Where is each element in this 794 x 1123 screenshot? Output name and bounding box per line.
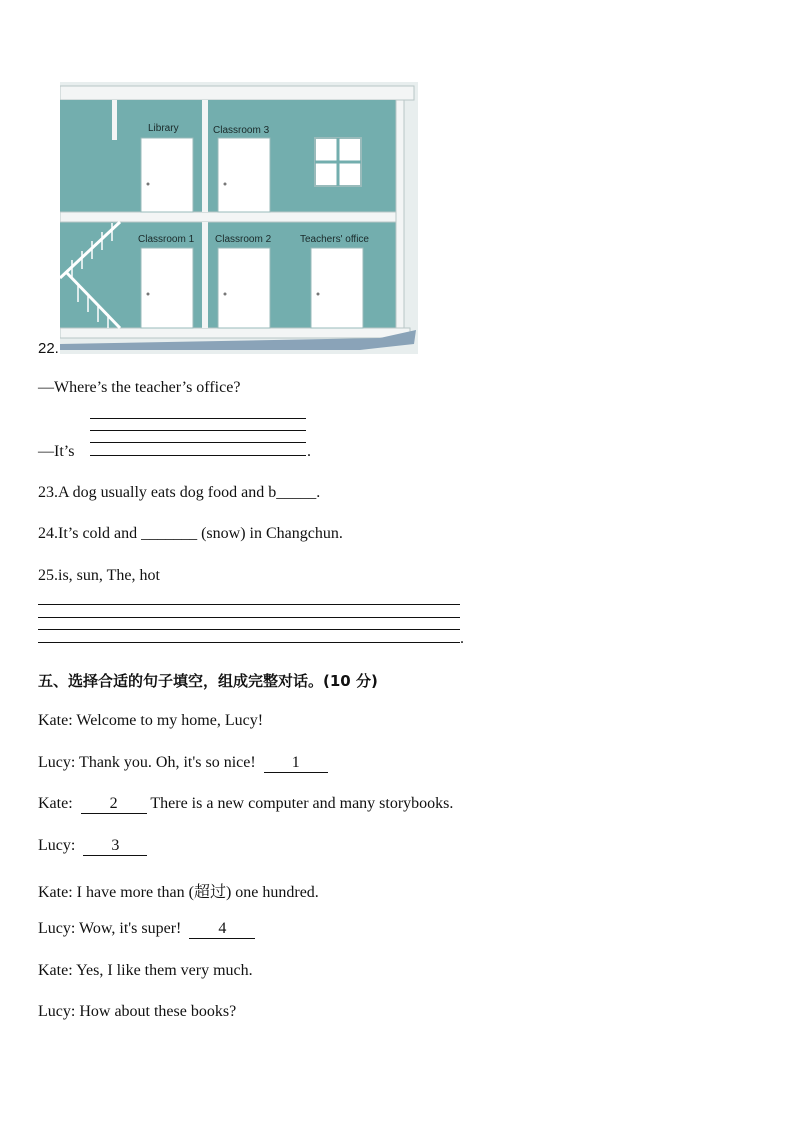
speaker: Kate: — [38, 962, 73, 979]
school-building-illustration — [60, 82, 418, 354]
dialog-text: I have more than (超过) one hundred. — [76, 884, 319, 901]
q24-text: 24.It’s cold and _______ (snow) in Changchun. — [38, 525, 343, 542]
dialog-line-4 — [38, 837, 147, 856]
dialog-text: Welcome to my home, Lucy! — [76, 712, 264, 729]
q22-number: 22. — [38, 340, 59, 357]
q25-end: . — [460, 630, 464, 647]
blank-1[interactable]: 1 — [264, 754, 328, 773]
q25-text: 25.is, sun, The, hot — [38, 567, 160, 584]
dialog-text: How about these books? — [79, 1003, 237, 1020]
dialog-line-1 — [38, 712, 263, 730]
speaker: Kate: — [38, 712, 73, 729]
speaker: Kate: — [38, 884, 73, 901]
school-building-picture — [60, 82, 418, 354]
blank-4[interactable]: 4 — [189, 920, 255, 939]
answer-line-3 — [90, 442, 306, 443]
dialog-text: Wow, it's super! — [79, 920, 182, 937]
dialog-text: There is a new computer and many storybooks. — [150, 795, 454, 812]
dialog-line-6 — [38, 920, 255, 939]
answer-line-1 — [90, 418, 306, 419]
dialog-line-2 — [38, 754, 328, 773]
speaker: Lucy: — [38, 1003, 76, 1020]
dialog-line-5 — [38, 879, 319, 902]
speaker: Lucy: — [38, 754, 76, 771]
answer-line-2 — [90, 430, 306, 431]
dialog-line-3 — [38, 795, 453, 814]
q22-question: —Where’s the teacher’s office? — [38, 379, 241, 396]
dialog-text: Yes, I like them very much. — [76, 962, 253, 979]
q25-line-1 — [38, 604, 460, 605]
speaker: Kate: — [38, 795, 73, 812]
section5-heading: 五、选择合适的句子填空，组成完整对话。(10 分) — [38, 672, 378, 690]
library-label: Library — [148, 123, 179, 134]
speaker: Lucy: — [38, 837, 76, 854]
classroom2-label: Classroom 2 — [215, 234, 272, 245]
q23-text: 23.A dog usually eats dog food and b_____. — [38, 484, 321, 501]
teachers-office-label: Teachers' office — [300, 234, 369, 245]
q22-answer-prefix: —It’s — [38, 443, 75, 460]
speaker: Lucy: — [38, 920, 76, 937]
q25-line-4 — [38, 642, 460, 643]
dialog-line-8 — [38, 1003, 236, 1021]
classroom1-label: Classroom 1 — [138, 234, 195, 245]
classroom3-label: Classroom 3 — [213, 125, 270, 136]
q25-line-2 — [38, 617, 460, 618]
dialog-line-7 — [38, 962, 253, 980]
blank-3[interactable]: 3 — [83, 837, 147, 856]
dialog-text: Thank you. Oh, it's so nice! — [79, 754, 256, 771]
q25-line-3 — [38, 629, 460, 630]
q22-end: . — [307, 443, 311, 460]
blank-2[interactable]: 2 — [81, 795, 147, 814]
answer-line-4 — [90, 455, 306, 456]
